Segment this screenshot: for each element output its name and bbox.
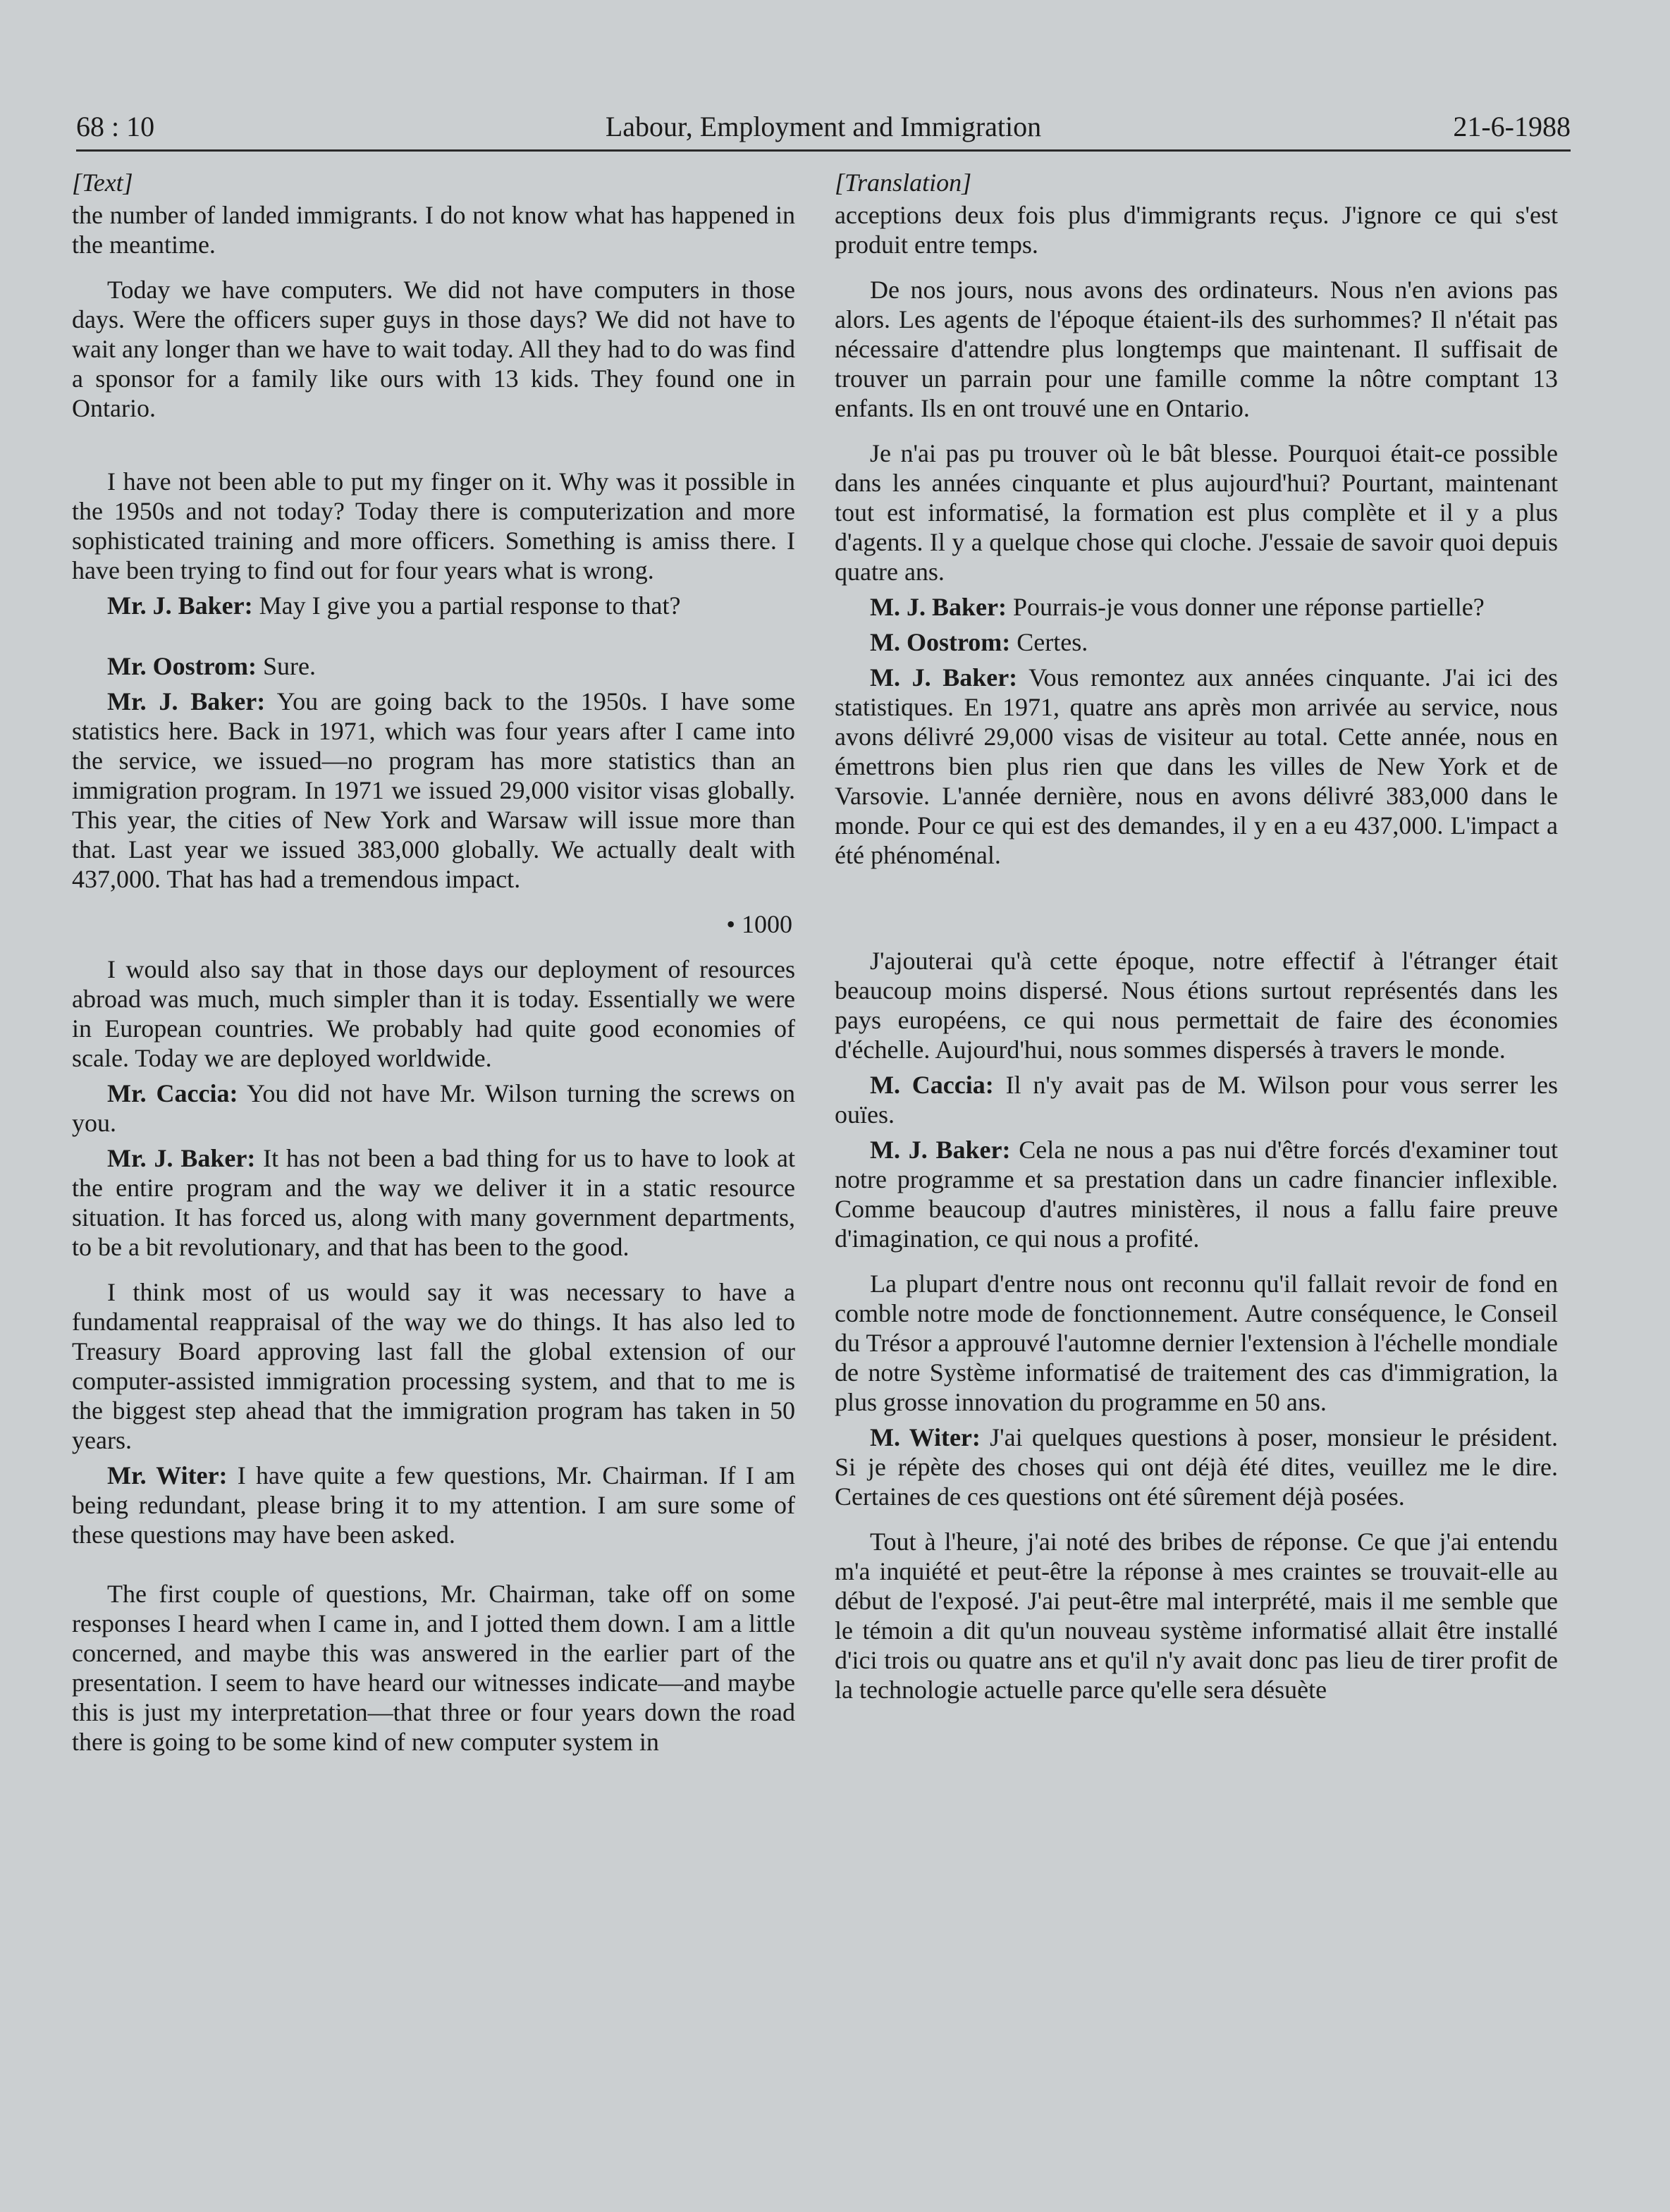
- speech-text: May I give you a partial response to that?: [252, 591, 681, 620]
- speech-text: Certes.: [1010, 628, 1088, 656]
- paragraph: acceptions deux fois plus d'immigrants reçus. J'ignore ce qui s'est produit entre temps.: [835, 201, 1558, 259]
- speaker-paragraph: [72, 1461, 795, 1549]
- speech-text: You are going back to the 1950s. I have some statistics here. Back in 1971, which was four years after I came into the service, we issued—no program has more statistics than an immigration program. In 1971 we issued 29,000 visitor visas globally. This year, the cities of New York and Warsaw will issue more than that. Last year we issued 383,000 globally. We actually dealt with 437,000. That has had a tremendous impact.: [72, 687, 795, 893]
- speaker-paragraph: [835, 627, 1558, 657]
- paragraph: Je n'ai pas pu trouver où le bât blesse. Pourquoi était-ce possible dans les années cinquante et plus aujourd'hui? Pourtant, maintenant tout est informatisé, la formation est plus complète et il y a plus d'agents. Il y a quelque chose qui cloche. J'essaie de savoir quoi depuis quatre ans.: [835, 439, 1558, 586]
- page-header: [76, 106, 1571, 152]
- speech-text: You did not have Mr. Wilson turning the screws on you.: [72, 1079, 795, 1137]
- speaker-name: Mr. J. Baker:: [107, 591, 253, 620]
- speech-text: It has not been a bad thing for us to have to look at the entire program and the way we deliver it in a static resource situation. It has forced us, along with many government departments, to be a bit revolutionary, and that has been to the good.: [72, 1144, 795, 1261]
- speaker-paragraph: [835, 663, 1558, 870]
- speaker-name: Mr. Caccia:: [107, 1079, 238, 1107]
- header-date: 21-6-1988: [1453, 111, 1571, 142]
- speaker-paragraph: [72, 591, 795, 620]
- french-column: [835, 168, 1558, 1704]
- speaker-paragraph: [72, 1079, 795, 1138]
- speaker-paragraph: [72, 651, 795, 681]
- speaker-name: M. J. Baker:: [870, 593, 1007, 621]
- speaker-name: M. Witer:: [870, 1423, 981, 1451]
- speech-text: J'ai quelques questions à poser, monsieur le président. Si je répète des choses qui ont déjà été dites, veuillez me le dire. Certaines de ces questions ont été sûrement déjà posées.: [835, 1423, 1558, 1511]
- paragraph: Tout à l'heure, j'ai noté des bribes de réponse. Ce que j'ai entendu m'a inquiété et peut-être la réponse à mes craintes se trouvait-elle au début de l'exposé. J'ai peut-être mal interprété, mais il me semble que le témoin a dit qu'un nouveau système informatisé allait être installé d'ici trois ou quatre ans et qu'il n'y avait donc pas lieu de tirer profit de la technologie actuelle parce qu'elle sera désuète: [835, 1528, 1558, 1704]
- paragraph: I have not been able to put my finger on it. Why was it possible in the 1950s and not today? Today there is computerization and more sophisticated training and more officers. Something is amiss there. I have been trying to find out for four years what is wrong.: [72, 467, 795, 584]
- speaker-paragraph: [835, 1135, 1558, 1253]
- speech-text: I have quite a few questions, Mr. Chairman. If I am being redundant, please bring it to my attention. I am sure some of these questions may have been asked.: [72, 1461, 795, 1549]
- speaker-paragraph: [72, 1143, 795, 1262]
- speaker-paragraph: [835, 592, 1558, 622]
- speaker-name: Mr. J. Baker:: [107, 1144, 256, 1172]
- header-title: Labour, Employment and Immigration: [605, 111, 1042, 142]
- speaker-name: M. J. Baker:: [870, 1136, 1011, 1164]
- speaker-name: M. J. Baker:: [870, 663, 1018, 692]
- paragraph: De nos jours, nous avons des ordinateurs. Nous n'en avions pas alors. Les agents de l'époque étaient-ils des surhommes? Il n'était pas nécessaire d'attendre plus longtemps que maintenant. Il suffisait de trouver un parrain pour une famille comme la nôtre comptant 13 enfants. Ils en ont trouvé une en Ontario.: [835, 276, 1558, 422]
- text-label: [Text]: [72, 168, 133, 197]
- speaker-name: M. Caccia:: [870, 1071, 994, 1099]
- speaker-name: M. Oostrom:: [870, 628, 1011, 656]
- paragraph: I think most of us would say it was necessary to have a fundamental reappraisal of the way we do things. It has also led to Treasury Board approving last fall the global extension of our computer-assisted immigration processing system, and that to me is the biggest step ahead that the immigration program has taken in 50 years.: [72, 1278, 795, 1454]
- speaker-paragraph: [835, 1423, 1558, 1511]
- speech-text: Cela ne nous a pas nui d'être forcés d'examiner tout notre programme et sa prestation dans un cadre financier inflexible. Comme beaucoup d'autres ministères, il nous a fallu faire preuve d'imagination, ce qui nous a profité.: [835, 1136, 1558, 1253]
- paragraph: The first couple of questions, Mr. Chairman, take off on some responses I heard when I came in, and I jotted them down. I am a little concerned, and maybe this was answered in the earlier part of the presentation. I seem to have heard our witnesses indicate—and maybe this is just my interpretation—that three or four years down the road there is going to be some kind of new computer system in: [72, 1580, 795, 1756]
- speech-text: Sure.: [256, 652, 316, 680]
- speech-text: Vous remontez aux années cinquante. J'ai ici des statistiques. En 1971, quatre ans après mon arrivée au service, nous avons délivré 29,000 visas de visiteur au total. Cette année, nous en émettrons bien plus rien que dans les villes de New York et de Varsovie. L'année dernière, nous en avons délivré 383,000 dans le monde. Pour ce qui est des demandes, il y en a eu 437,000. L'impact a été phénoménal.: [835, 663, 1558, 869]
- paragraph: J'ajouterai qu'à cette époque, notre effectif à l'étranger était beaucoup moins dispersé. Nous étions surtout représentés dans les pays européens, ce qui nous permettait de faire des économies d'échelle. Aujourd'hui, nous sommes dispersés à travers le monde.: [835, 947, 1558, 1064]
- speaker-name: Mr. J. Baker:: [107, 687, 266, 715]
- header-page-number: 68 : 10: [76, 111, 155, 142]
- speaker-name: Mr. Witer:: [107, 1461, 228, 1489]
- paragraph: Today we have computers. We did not have computers in those days. Were the officers super guys in those days? We did not have to wait any longer than we have to wait today. All they had to do was find a sponsor for a family like ours with 13 kids. They found one in Ontario.: [72, 276, 795, 422]
- time-marker: • 1000: [726, 910, 792, 938]
- speaker-name: Mr. Oostrom:: [107, 652, 257, 680]
- speaker-paragraph: [835, 1070, 1558, 1129]
- paragraph: the number of landed immigrants. I do not know what has happened in the meantime.: [72, 201, 795, 259]
- speech-text: Pourrais-je vous donner une réponse partielle?: [1006, 593, 1485, 621]
- speech-text: Il n'y avait pas de M. Wilson pour vous serrer les ouïes.: [835, 1071, 1558, 1129]
- translation-label: [Translation]: [835, 168, 972, 197]
- paragraph: La plupart d'entre nous ont reconnu qu'il fallait revoir de fond en comble notre mode de fonctionnement. Autre conséquence, le Conseil du Trésor a approuvé l'automne dernier l'extension à l'échelle mondiale de notre Système informatisé de traitement des cas d'immigration, la plus grosse innovation du programme en 50 ans.: [835, 1270, 1558, 1416]
- english-column: [72, 168, 795, 1757]
- paragraph: I would also say that in those days our deployment of resources abroad was much, much simpler than it is today. Essentially we were in European countries. We probably had quite good economies of scale. Today we are deployed worldwide.: [72, 955, 795, 1072]
- speaker-paragraph: [72, 687, 795, 894]
